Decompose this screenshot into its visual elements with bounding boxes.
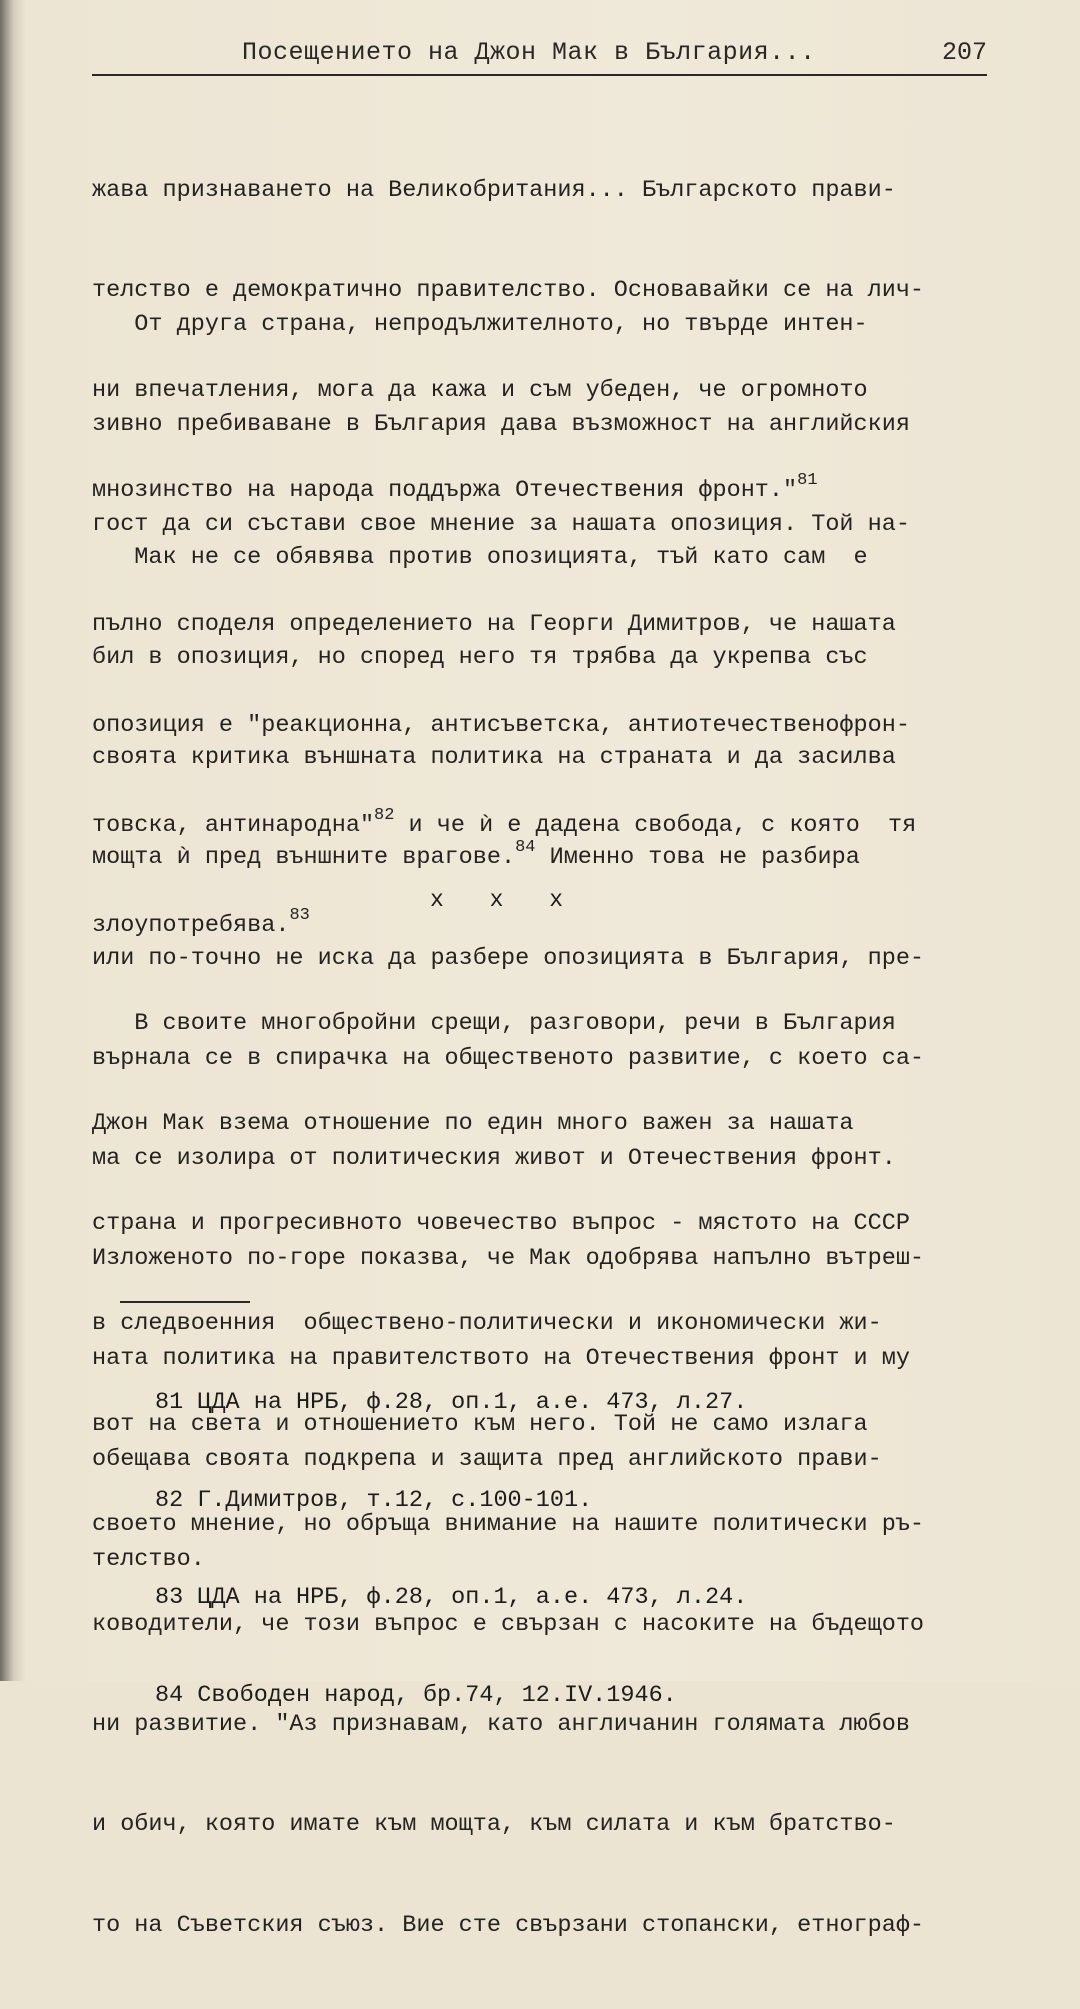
running-header-title: Посещението на Джон Мак в България...	[242, 38, 816, 67]
text-line: ната политика на правителството на Отечествения фронт и му	[92, 1345, 910, 1373]
text-segment: и че ѝ е дадена свобода, с която тя	[394, 811, 917, 839]
footnote-ref-83: 83	[289, 906, 310, 926]
text-line: вот на света и отношението към него. Той не само излага	[92, 1410, 868, 1438]
text-line: Мак не се обявява против опозицията, тъй като сам е	[92, 543, 868, 571]
text-line	[92, 838, 1002, 874]
text-segment: мнозинство на народа поддържа Отечествения фронт."	[92, 477, 798, 505]
text-line: телство е демократично правителство. Основавайки се на лич-	[92, 277, 925, 305]
text-line: бил в опозиция, но според него тя трябва да укрепва със	[92, 644, 868, 672]
text-line: От друга страна, непродължителното, но твърде интен-	[92, 310, 868, 338]
text-line: ни впечатления, мога да кажа и съм убеден, че огромното	[92, 377, 868, 405]
footnote-84: 84 Свободен народ, бр.74, 12.IV.1946.	[155, 1681, 677, 1709]
text-line: и обич, която имате към мощта, към силата и към братство-	[92, 1811, 896, 1839]
text-line: ни развитие. "Аз признавам, като англичанин голямата любов	[92, 1711, 910, 1739]
text-segment: Именно това не разбира	[535, 844, 860, 872]
text-line: или по-точно не иска да разбере опозицията в България, пре-	[92, 944, 925, 972]
text-line: пълно споделя определението на Георги Димитров, че нашата	[92, 611, 896, 639]
text-line: гост да си състави свое мнение за нашата опозиция. Той на-	[92, 511, 910, 539]
text-line: жава признаването на Великобритания... Българското прави-	[92, 176, 896, 204]
text-line: Изложеното по-горе показва, че Мак одобрява напълно вътреш-	[92, 1245, 925, 1273]
text-line: Джон Мак взема отношение по един много важен за нашата	[92, 1110, 854, 1138]
text-line: ма се изолира от политическия живот и Отечествения фронт.	[92, 1145, 896, 1173]
text-line: ководители, че този въпрос е свързан с насоките на бъдещото	[92, 1611, 925, 1639]
text-line: своето мнение, но обръща внимание на нашите политически ръ-	[92, 1510, 925, 1538]
footnote-ref-81: 81	[797, 471, 818, 491]
text-line: зивно пребиваване в България дава възможност на английския	[92, 411, 910, 439]
text-line: своята критика външната политика на страната и да засилва	[92, 744, 896, 772]
section-separator: x x x	[430, 887, 580, 913]
footnotes	[155, 1322, 747, 1777]
footnote-divider	[120, 1301, 250, 1303]
text-segment: злоупотребява.	[92, 912, 290, 940]
text-line: обещава своята подкрепа и защита пред английското прави-	[92, 1445, 882, 1473]
footnote-ref-82: 82	[374, 805, 395, 825]
footnote-81: 81 ЦДА на НРБ, ф.28, оп.1, а.е. 473, л.27.	[155, 1389, 748, 1416]
text-line: В своите многобройни срещи, разговори, речи в България	[92, 1009, 896, 1037]
text-line: то на Съветския съюз. Вие сте свързани стопански, етнограф-	[92, 1911, 925, 1939]
text-line: опозиция е "реакционна, антисъветска, антиотечественофрон-	[92, 711, 910, 739]
text-segment: товска, антинародна"	[92, 811, 375, 839]
footnote-83: 83 ЦДА на НРБ, ф.28, оп.1, а.е. 473, л.24.	[155, 1584, 748, 1611]
text-line: в следвоенния обществено-политически и икономически жи-	[92, 1310, 882, 1338]
text-segment: мощта ѝ пред външните врагове.	[92, 844, 516, 872]
footnote-ref-84: 84	[515, 838, 536, 858]
page-number: 207	[941, 38, 987, 67]
text-line: страна и прогресивното човечество въпрос - мястото на СССР	[92, 1210, 910, 1238]
footnote-82: 82 Г.Димитров, т.12, с.100-101.	[155, 1486, 593, 1514]
text-line: телство.	[92, 1545, 205, 1573]
text-line: върнала се в спирачка на общественото развитие, с което са-	[92, 1044, 925, 1072]
running-header	[92, 36, 987, 76]
